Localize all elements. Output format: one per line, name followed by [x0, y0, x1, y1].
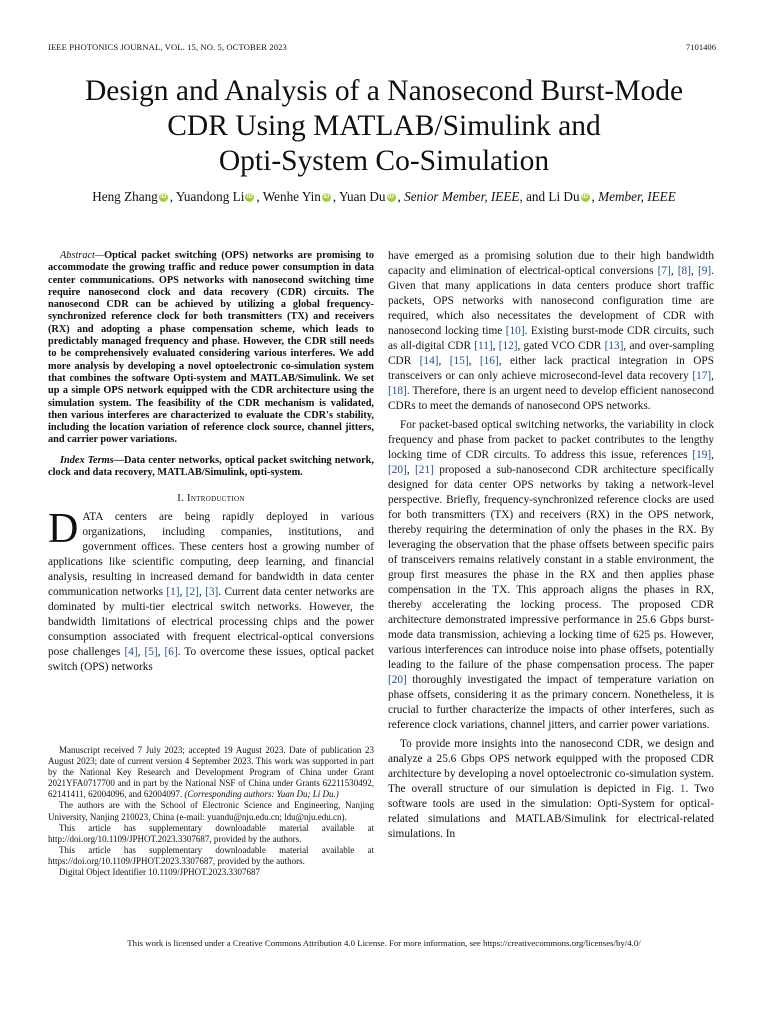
right-column	[388, 249, 714, 842]
author-conjunction: and	[526, 189, 546, 204]
body-text: . To overcome these issues, optical packet switch (OPS) networks	[48, 646, 375, 674]
body-text: ATA centers are being rapidly deployed in various organizations, including companies, institutions, and government offices. These centers host a growing number of applications like scientific computing, deep learning, and financial analysis, resulting in increased demand for bandwidth in data center communication networks	[48, 511, 374, 599]
author-membership: Senior Member, IEEE	[404, 189, 520, 204]
paper-title	[40, 74, 728, 179]
orcid-icon[interactable]: iD	[388, 194, 395, 200]
body-paragraph	[388, 737, 714, 842]
license-notice: This work is licensed under a Creative Commons Attribution 4.0 License. For more information, see https://creativecommons.org/licenses/by/4.0/	[127, 938, 641, 948]
citation-link[interactable]: [5]	[144, 646, 158, 659]
citation-link[interactable]: [12]	[498, 340, 518, 352]
footnote-supplementary: This article has supplementary downloadable material available at https://doi.org/10.1109/JPHOT.2023.3307687, provided by the authors.	[48, 844, 374, 866]
body-text: . Given that many applications in data centers produce short traffic packets, OPS networks with nanosecond configuration time are required, which also necessitates the development of CDR with nanosecond locking time	[388, 265, 714, 337]
orcid-icon[interactable]: iD	[160, 194, 167, 200]
index-terms-text: Data center networks, optical packet switching network, clock and data recovery, MATLAB/Simulink, opti-system.	[48, 454, 374, 479]
citation-link[interactable]: [11]	[474, 340, 493, 352]
running-header-journal: IEEE PHOTONICS JOURNAL, VOL. 15, NO. 5, OCTOBER 2023	[48, 42, 287, 52]
footnote-supplementary: This article has supplementary downloadable material available at http://doi.org/10.1109/JPHOT.2023.3307687, provided by the authors.	[48, 822, 374, 844]
orcid-icon[interactable]: iD	[582, 194, 589, 200]
citation-link[interactable]: [2]	[185, 586, 199, 599]
body-text: To provide more insights into the nanosecond CDR, we design and analyze a 25.6 Gbps OPS network equipped with the proposed CDR architecture by developing a novel optoelectronic co-simulation system. The overall structure of our simulation is depicted in Fig.	[388, 738, 714, 795]
author-name: Li Du	[548, 189, 580, 204]
body-text: . Existing burst-mode CDR circuits, such as all-digital CDR	[388, 325, 714, 352]
citation-link[interactable]: [13]	[604, 340, 624, 352]
body-text: have emerged as a promising solution due to their high bandwidth capacity and elimination of electrical-optical conversions	[388, 250, 714, 277]
orcid-icon[interactable]: iD	[246, 194, 253, 200]
left-column	[48, 250, 374, 675]
intro-paragraph: DATA centers are being rapidly deployed in various organizations, including companies, institutions, and government offices. These centers host a growing number of applications like scientific computing, deep learning, and financial analysis, resulting in increased demand for bandwidth in data center communication networks [1], [2], [3]. Current data center networks are dominated by multi-tier electrical switch networks. However, the bandwidth limitations of electrical processing chips and the power consumption associated with frequent electrical-optical conversions pose challenges [4], [5], [6]. To overcome these issues, optical packet switch (OPS) networks	[48, 506, 375, 674]
author-name: Heng Zhang	[92, 189, 158, 204]
body-text: thoroughly investigated the impact of temperature variation on phase offsets, considering it as the primary concern. Nonetheless, it is crucial to further characterize the impacts of other interferes, such as reference clock variations, channel jitters, and carrier power variations.	[388, 674, 714, 731]
body-text: . Therefore, there is an urgent need to develop efficient nanosecond CDRs to meet the demands of nanosecond OPS networks.	[388, 385, 714, 412]
citation-link[interactable]: [3]	[205, 586, 219, 599]
author-name: Wenhe Yin	[262, 189, 321, 204]
citation-link[interactable]: [9]	[697, 265, 712, 277]
footnote-affiliation: The authors are with the School of Electronic Science and Engineering, Nanjing University, Nanjing 210023, China (e-mail: yuandu@nju.edu.cn; ldu@nju.edu.cn).	[48, 800, 374, 822]
citation-link[interactable]: [20]	[388, 674, 407, 686]
citation-link[interactable]: [4]	[124, 646, 138, 659]
footnote-text: Manuscript received 7 July 2023; accepted 19 August 2023. Date of publication 23 August 2023; date of current version 4 September 2023. This work was supported in part by the National Key Research and Development Program of China under Grant 2021YFA0717700 and in part by the National NSF of China under Grants 62211530492, 62141411, 62004096, and 62004097.	[48, 745, 374, 800]
citation-link[interactable]: [8]	[677, 265, 691, 277]
author-list: Heng Zhang iD , Yuandong Li iD , Wenhe Yin iD , Yuan Du iD , Senior Member, IEEE, and Li Du iD , Member, IEEE	[92, 189, 676, 204]
body-text: , gated VCO CDR	[517, 340, 605, 352]
footnote-doi: Digital Object Identifier 10.1109/JPHOT.2023.3307687	[59, 867, 260, 878]
citation-link[interactable]: [10]	[505, 325, 525, 337]
body-paragraph: have emerged as a promising solution due to their high bandwidth capacity and elimination of electrical-optical conversions [7], [8], [9]. Given that many applications in data centers produce short traffic packets, OPS networks with nanosecond configuration time are required, which also necessitates the development of CDR with nanosecond locking time [10]. Existing burst-mode CDR circuits, such as all-digital CDR [11], [12], gated VCO CDR [13], and over-sampling CDR [14], [15], [16], either lack practical integration in OPS transceivers or can only achieve microsecond-level data recovery [17], [18]. Therefore, there is an urgent need to develop efficient nanosecond CDRs to meet the demands of nanosecond OPS networks.	[388, 250, 715, 412]
citation-link[interactable]: [7]	[657, 265, 671, 277]
title-line-1: Design and Analysis of a Nanosecond Burst-Mode	[84, 75, 684, 107]
citation-link[interactable]: [16]	[479, 355, 499, 367]
author-name: Yuan Du	[339, 189, 386, 204]
citation-link[interactable]: [20]	[388, 464, 407, 476]
index-terms-label: Index Terms—	[60, 454, 124, 466]
footnotes	[48, 745, 374, 878]
citation-link[interactable]: [1]	[166, 586, 180, 599]
author-membership: Member, IEEE	[598, 189, 676, 204]
section-heading	[48, 493, 374, 504]
citation-link[interactable]: [18]	[388, 385, 407, 397]
citation-link[interactable]: [15]	[449, 355, 469, 367]
section-title: Introduction	[187, 493, 245, 505]
title-line-3: Opti-System Co-Simulation	[218, 145, 550, 177]
abstract-text: Optical packet switching (OPS) networks are promising to accommodate the growing traffic and reduce power consumption in data center communications. OPS networks with nanosecond switching time require nanosecond clock and data recovery (CDR) circuits. The nanosecond CDR can be achieved by utilizing a global frequency-synchronized reference clock for both transmitters (TX) and receivers (RX) and adopting a phase compensation scheme, which leads to predictably managed frequency and phase. However, the CDR still needs to be comprehensively evaluated considering various interferes. We add more analysis by developing a novel optoelectronic co-simulation system that combines the software Opti-system and MATLAB/Simulink. We set up a simple OPS network equipped with the CDR architecture using the simulation system. The feasibility of the CDR mechanism is validated, then various interferes are characterized to evaluate the CDR's stability, including the location variation of reference clock source, channel jitters, and carrier power variations.	[48, 250, 374, 446]
citation-link[interactable]: [17]	[692, 370, 712, 382]
citation-link[interactable]: [6]	[164, 646, 178, 659]
body-text: , either lack practical integration in OPS transceivers or can only achieve microsecond-level data recovery	[388, 355, 714, 382]
running-header-article-number: 7101406	[685, 42, 716, 52]
corresponding-authors: (Corresponding authors: Yuan Du; Li Du.)	[184, 789, 339, 800]
title-line-2: CDR Using MATLAB/Simulink and	[167, 110, 601, 142]
citation-link[interactable]: [14]	[419, 355, 439, 367]
author-name: Yuandong Li	[175, 189, 245, 204]
body-text: proposed a sub-nanosecond CDR architecture specifically designed for data center OPS networks by taking a network-level perspective. Briefly, frequency-synchronized reference clocks are used for both transmitters (TX) and receivers (RX) in the OPS network, thereby requiring the determination of only the phases in the RX. By leveraging the observation that the phase offsets between specific pairs of transceivers remains relatively constant in a stable environment, the group first measures the phase in the RX and then applies phase compensation in the TX. This approach aligns the phases in RX, thereby accelerating the locking process. The proposed CDR architecture demonstrated impressive performance in 25.6 Gbps burst-mode data transmission, achieving a locking time of 625 ps. However, various interferences can introduce noise into phase offsets, potentially leading to the failure of the phase compensation process. The paper	[388, 464, 714, 671]
citation-link[interactable]: [19]	[692, 449, 712, 461]
body-text: . Two software tools are used in the simulation: Opti-System for optical-related simulations and MATLAB/Simulink for electrical-related simulations. In	[388, 783, 714, 840]
section-number: I.	[177, 493, 185, 505]
body-text: . Current data center networks are dominated by multi-tier electrical switch networks. However, the bandwidth limitations of electrical processing chips and the power consumption associated with frequent electrical-optical conversions pose challenges	[48, 586, 374, 659]
citation-link[interactable]: [21]	[415, 464, 434, 476]
abstract	[48, 250, 374, 447]
body-text: For packet-based optical switching networks, the variability in clock frequency and phase from packet to packet contributes to the lengthy locking time of CDR circuits. To address this issue, references	[388, 419, 714, 461]
body-paragraph: For packet-based optical switching networks, the variability in clock frequency and phase from packet to packet contributes to the lengthy locking time of CDR circuits. To address this issue, references [19], [20], [21] proposed a sub-nanosecond CDR architecture specifically designed for data center OPS networks by taking a network-level perspective. Briefly, frequency-synchronized reference clocks are used for both transmitters (TX) and receivers (RX) in the OPS network, thereby requiring the determination of only the phases in the RX. By leveraging the observation that the phase offsets between specific pairs of transceivers remains relatively constant in a stable environment, the group first measures the phase in the RX and then applies phase compensation in the TX. This approach aligns the phases in RX, thereby accelerating the locking process. The proposed CDR architecture demonstrated impressive performance in 25.6 Gbps burst-mode data transmission, achieving a locking time of 625 ps. However, various interferences can introduce noise into phase offsets, potentially leading to the failure of the phase compensation process. The paper [20] thoroughly investigated the impact of temperature variation on phase offsets, considering it as the primary concern. Nonetheless, it is crucial to further characterize the impacts of other interferes, such as reference clock variations, channel jitters, and carrier power variations.	[388, 419, 714, 731]
abstract-label: Abstract—	[60, 250, 105, 261]
figure-link[interactable]: 1	[679, 783, 686, 795]
drop-cap: D	[48, 506, 79, 553]
footnote-manuscript	[48, 745, 374, 800]
orcid-icon[interactable]: iD	[323, 194, 330, 200]
body-text: , and over-sampling CDR	[388, 340, 715, 367]
index-terms	[48, 455, 374, 480]
